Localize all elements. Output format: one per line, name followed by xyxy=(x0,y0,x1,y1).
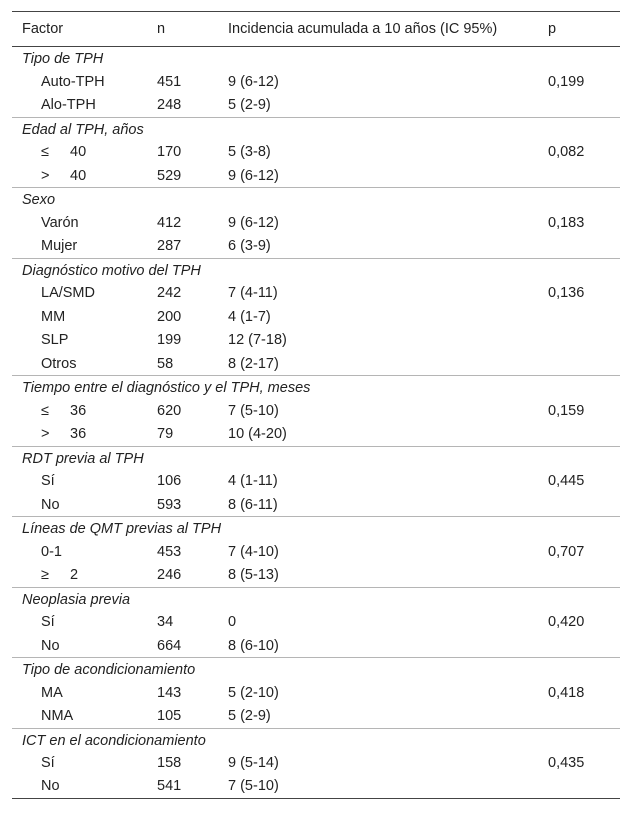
n-cell: 170 xyxy=(157,144,182,161)
factor-label: 40 xyxy=(70,167,87,184)
factor-cell xyxy=(12,681,157,705)
p-value-cell xyxy=(548,235,620,259)
group-title: RDT previa al TPH xyxy=(12,446,620,470)
table-row xyxy=(12,564,620,588)
factor-label: Alo-TPH xyxy=(41,97,96,113)
table-row xyxy=(12,705,620,729)
n-cell: 143 xyxy=(157,684,182,701)
results-table xyxy=(12,11,620,799)
incidence-cell: 7 (5-10) xyxy=(228,775,548,799)
table-row xyxy=(12,352,620,376)
factor-label: 36 xyxy=(70,426,87,442)
p-value-cell: 0,418 xyxy=(548,684,585,701)
factor-label: Sí xyxy=(41,473,55,490)
p-value-cell: 0,082 xyxy=(548,144,585,161)
header-incidence: Incidencia acumulada a 10 años (IC 95%) xyxy=(228,12,548,47)
factor-label: 36 xyxy=(70,402,87,419)
factor-cell xyxy=(12,352,157,376)
incidence-cell: 6 (3-9) xyxy=(228,238,271,254)
p-value-cell xyxy=(548,705,620,729)
p-value-cell: 0,707 xyxy=(548,543,585,560)
p-value-cell: 0,159 xyxy=(548,402,585,419)
factor-cell xyxy=(12,141,157,165)
p-value-cell xyxy=(548,775,620,799)
p-value-cell xyxy=(548,305,620,329)
comparison-symbol: ≤ xyxy=(41,402,49,419)
table-row xyxy=(12,423,620,447)
table-row xyxy=(12,611,620,635)
n-cell: 248 xyxy=(157,97,182,113)
incidence-cell: 7 (5-10) xyxy=(228,402,279,419)
factor-label: Mujer xyxy=(41,238,78,254)
group-header-row xyxy=(12,517,620,541)
p-value-cell xyxy=(548,634,620,658)
header-factor: Factor xyxy=(12,12,157,47)
factor-label: Otros xyxy=(41,355,77,372)
p-value-cell xyxy=(548,352,620,376)
incidence-cell: 7 (4-11) xyxy=(228,285,278,302)
group-header-row xyxy=(12,376,620,400)
table-row xyxy=(12,752,620,776)
incidence-cell: 4 (1-11) xyxy=(228,473,278,490)
group-header-row xyxy=(12,587,620,611)
factor-label: 40 xyxy=(70,144,87,161)
p-value-cell xyxy=(548,329,620,353)
factor-cell xyxy=(12,94,157,118)
factor-label: No xyxy=(41,496,60,513)
n-cell: 412 xyxy=(157,214,182,231)
factor-cell xyxy=(12,752,157,776)
n-cell: 451 xyxy=(157,73,182,90)
comparison-symbol: ≥ xyxy=(41,567,49,583)
incidence-cell: 12 (7-18) xyxy=(228,332,287,349)
factor-cell xyxy=(12,70,157,94)
incidence-cell: 9 (6-12) xyxy=(228,73,279,90)
table-row xyxy=(12,94,620,118)
table-row xyxy=(12,493,620,517)
comparison-symbol: > xyxy=(41,426,50,442)
p-value-cell: 0,435 xyxy=(548,755,585,772)
table-row xyxy=(12,681,620,705)
incidence-cell: 10 (4-20) xyxy=(228,426,287,442)
group-title: Sexo xyxy=(12,188,620,212)
p-value-cell: 0,199 xyxy=(548,73,585,90)
factor-label: NMA xyxy=(41,708,74,724)
factor-label: Auto-TPH xyxy=(41,73,105,90)
table-body xyxy=(12,47,620,799)
factor-label: 0-1 xyxy=(41,543,62,560)
n-cell: 593 xyxy=(157,496,182,513)
n-cell: 529 xyxy=(157,167,182,184)
factor-label: No xyxy=(41,777,60,794)
factor-cell xyxy=(12,705,157,729)
n-cell: 158 xyxy=(157,755,182,772)
incidence-cell: 5 (3-8) xyxy=(228,144,271,161)
n-cell: 79 xyxy=(157,426,174,442)
group-header-row xyxy=(12,117,620,141)
incidence-cell: 5 (2-10) xyxy=(228,684,279,701)
p-value-cell: 0,420 xyxy=(548,614,585,631)
group-header-row xyxy=(12,47,620,71)
group-header-row xyxy=(12,446,620,470)
incidence-cell: 5 (2-9) xyxy=(228,97,271,113)
factor-cell xyxy=(12,399,157,423)
p-value-cell xyxy=(548,423,620,447)
group-header-row xyxy=(12,258,620,282)
factor-cell xyxy=(12,634,157,658)
table-row xyxy=(12,70,620,94)
incidence-cell: 0 xyxy=(228,614,237,631)
table-row xyxy=(12,399,620,423)
factor-label: Varón xyxy=(41,214,79,231)
factor-label: Sí xyxy=(41,614,55,631)
incidence-cell: 9 (5-14) xyxy=(228,755,279,772)
n-cell: 200 xyxy=(157,308,182,325)
group-header-row xyxy=(12,658,620,682)
group-title: Tipo de TPH xyxy=(22,51,104,67)
factor-cell xyxy=(12,493,157,517)
n-cell: 541 xyxy=(157,775,228,799)
factor-label: MA xyxy=(41,684,63,701)
header-p: p xyxy=(548,12,620,47)
factor-cell xyxy=(12,470,157,494)
group-title: ICT en el acondicionamiento xyxy=(12,728,620,752)
incidence-cell: 8 (5-13) xyxy=(228,567,279,583)
group-title: Tiempo entre el diagnóstico y el TPH, meses xyxy=(12,376,620,400)
group-header-row xyxy=(12,728,620,752)
table-row xyxy=(12,775,620,799)
factor-cell xyxy=(12,305,157,329)
factor-cell xyxy=(12,775,157,799)
factor-cell xyxy=(12,423,157,447)
factor-cell xyxy=(12,540,157,564)
table-row xyxy=(12,141,620,165)
factor-cell xyxy=(12,611,157,635)
group-header-row xyxy=(12,188,620,212)
incidence-cell: 4 (1-7) xyxy=(228,308,271,325)
comparison-symbol: ≤ xyxy=(41,144,49,161)
table-row xyxy=(12,329,620,353)
table-row xyxy=(12,211,620,235)
factor-cell xyxy=(12,235,157,259)
table-row xyxy=(12,470,620,494)
n-cell: 664 xyxy=(157,637,182,654)
n-cell: 106 xyxy=(157,473,182,490)
incidence-cell: 5 (2-9) xyxy=(228,708,271,724)
table-row xyxy=(12,164,620,188)
p-value-cell: 0,445 xyxy=(548,473,585,490)
n-cell: 105 xyxy=(157,708,182,724)
factor-label: MM xyxy=(41,308,66,325)
n-cell: 620 xyxy=(157,402,182,419)
factor-cell xyxy=(12,282,157,306)
p-value-cell: 0,183 xyxy=(548,214,585,231)
factor-cell xyxy=(12,564,157,588)
n-cell: 287 xyxy=(157,238,182,254)
factor-cell xyxy=(12,329,157,353)
incidence-cell: 7 (4-10) xyxy=(228,543,279,560)
incidence-cell: 8 (6-11) xyxy=(228,496,278,513)
table-row xyxy=(12,634,620,658)
n-cell: 58 xyxy=(157,355,174,372)
incidence-cell: 8 (2-17) xyxy=(228,355,279,372)
incidence-cell: 8 (6-10) xyxy=(228,637,279,654)
factor-label: No xyxy=(41,637,60,654)
group-title: Neoplasia previa xyxy=(12,587,620,611)
factor-cell xyxy=(12,211,157,235)
factor-label: 2 xyxy=(70,567,79,583)
incidence-cell: 9 (6-12) xyxy=(228,214,279,231)
factor-label: SLP xyxy=(41,332,69,349)
factor-label: LA/SMD xyxy=(41,285,95,302)
n-cell: 242 xyxy=(157,285,182,302)
header-n: n xyxy=(157,12,228,47)
group-title: Tipo de acondicionamiento xyxy=(12,658,620,682)
n-cell: 246 xyxy=(157,567,182,583)
p-value-cell: 0,136 xyxy=(548,285,585,302)
table-row xyxy=(12,305,620,329)
group-title: Líneas de QMT previas al TPH xyxy=(12,517,620,541)
group-title: Diagnóstico motivo del TPH xyxy=(12,258,620,282)
p-value-cell xyxy=(548,493,620,517)
n-cell: 199 xyxy=(157,332,182,349)
n-cell: 453 xyxy=(157,543,182,560)
p-value-cell xyxy=(548,564,620,588)
group-title: Edad al TPH, años xyxy=(12,117,620,141)
factor-cell xyxy=(12,164,157,188)
factor-label: Sí xyxy=(41,755,55,772)
table-row xyxy=(12,235,620,259)
table-row xyxy=(12,282,620,306)
comparison-symbol: > xyxy=(41,167,50,184)
header-row xyxy=(12,12,620,47)
p-value-cell xyxy=(548,164,620,188)
incidence-cell: 9 (6-12) xyxy=(228,167,279,184)
table-row xyxy=(12,540,620,564)
n-cell: 34 xyxy=(157,614,174,631)
p-value-cell xyxy=(548,94,620,118)
